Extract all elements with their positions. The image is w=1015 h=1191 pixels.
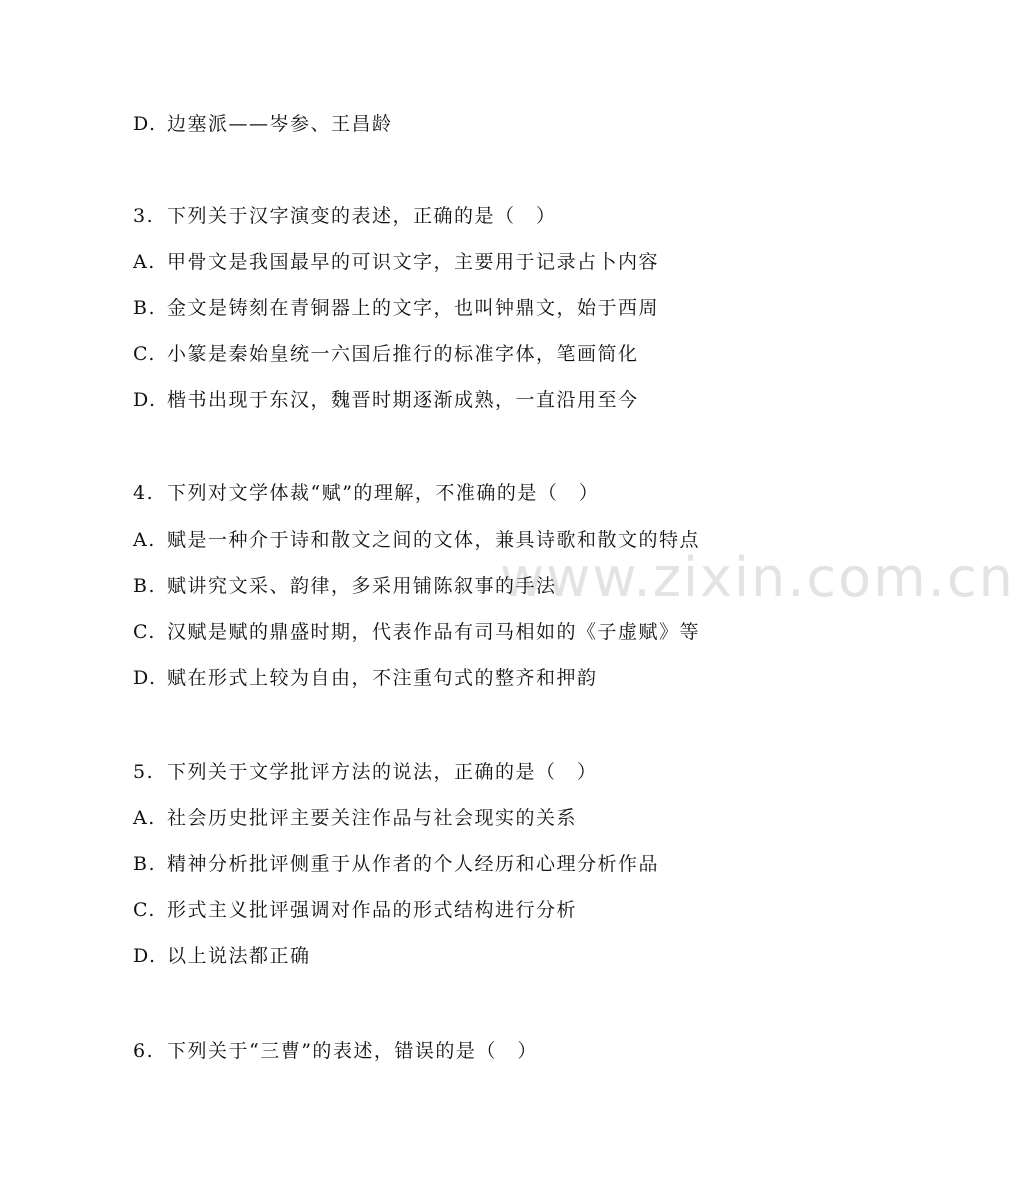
question-text: 下列对文学体裁“赋”的理解，不准确的是（ ） xyxy=(167,482,600,504)
question-5-option-d xyxy=(133,944,311,968)
question-3-option-d xyxy=(133,388,639,412)
option-text: 赋讲究文采、韵律，多采用铺陈叙事的手法 xyxy=(167,575,557,597)
question-5-option-a xyxy=(133,806,577,830)
option-text: 赋在形式上较为自由，不注重句式的整齐和押韵 xyxy=(167,667,598,689)
option-text: 以上说法都正确 xyxy=(167,945,311,967)
option-label: B. xyxy=(133,853,157,875)
question-text: 下列关于文学批评方法的说法，正确的是（ ） xyxy=(167,761,598,783)
watermark: www.zixin.com.cn xyxy=(500,546,1015,609)
question-number: 5. xyxy=(133,761,155,783)
question-number: 3. xyxy=(133,205,155,227)
option-label: D. xyxy=(133,945,157,967)
option-label: D. xyxy=(133,667,157,689)
option-label: B. xyxy=(133,297,157,319)
option-label: C. xyxy=(133,343,156,365)
question-3-option-a xyxy=(133,250,659,274)
option-text: 楷书出现于东汉，魏晋时期逐渐成熟，一直沿用至今 xyxy=(167,389,639,411)
option-text: 甲骨文是我国最早的可识文字，主要用于记录占卜内容 xyxy=(167,251,660,273)
option-label: A. xyxy=(133,807,156,829)
option-label: C. xyxy=(133,899,156,921)
option-label: A. xyxy=(133,529,156,551)
question-6-stem xyxy=(133,1039,538,1063)
option-label: D. xyxy=(133,389,157,411)
option-d-q2 xyxy=(133,112,393,136)
option-text: 小篆是秦始皇统一六国后推行的标准字体，笔画简化 xyxy=(167,343,639,365)
question-text: 下列关于汉字演变的表述，正确的是（ ） xyxy=(167,205,557,227)
question-5-option-c xyxy=(133,898,577,922)
option-text: 金文是铸刻在青铜器上的文字，也叫钟鼎文，始于西周 xyxy=(167,297,660,319)
option-text: 汉赋是赋的鼎盛时期，代表作品有司马相如的《子虚赋》等 xyxy=(167,621,701,643)
question-3-stem xyxy=(133,204,557,228)
option-label: C. xyxy=(133,621,156,643)
question-number: 4. xyxy=(133,482,155,504)
option-text: 形式主义批评强调对作品的形式结构进行分析 xyxy=(167,899,578,921)
option-text: 精神分析批评侧重于从作者的个人经历和心理分析作品 xyxy=(167,853,660,875)
question-4-option-c xyxy=(133,620,700,644)
question-5-option-b xyxy=(133,852,659,876)
question-4-stem xyxy=(133,481,599,505)
question-3-option-c xyxy=(133,342,639,366)
option-text: 社会历史批评主要关注作品与社会现实的关系 xyxy=(167,807,578,829)
option-label: B. xyxy=(133,575,157,597)
question-number: 6. xyxy=(133,1040,155,1062)
question-5-stem xyxy=(133,760,598,784)
question-3-option-b xyxy=(133,296,659,320)
question-4-option-d xyxy=(133,666,598,690)
option-text: 赋是一种介于诗和散文之间的文体，兼具诗歌和散文的特点 xyxy=(167,529,701,551)
question-4-option-a xyxy=(133,528,700,552)
option-label: D. xyxy=(133,113,157,135)
option-label: A. xyxy=(133,251,156,273)
question-text: 下列关于“三曹”的表述，错误的是（ ） xyxy=(167,1040,538,1062)
option-text: 边塞派——岑参、王昌龄 xyxy=(167,113,393,135)
question-4-option-b xyxy=(133,574,557,598)
